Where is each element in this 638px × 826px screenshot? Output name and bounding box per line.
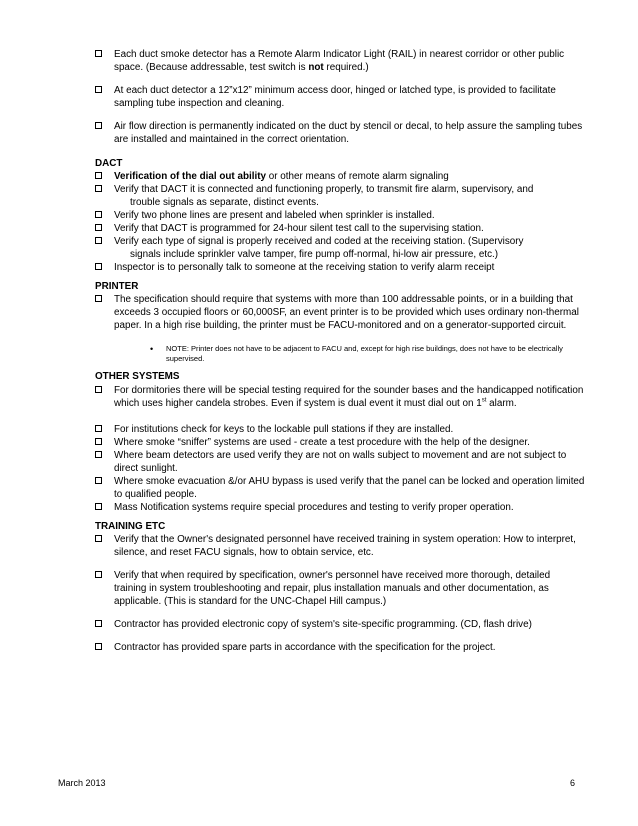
checkbox-icon[interactable] [95,185,102,192]
checklist-item: The specification should require that systems with more than 100 addressable points, or in a building that exceeds 3 occupied floors or 60,000SF, an event printer is to be provided which uses ordinary non-thermal paper. In a high rise building, the printer must be FACU-monitored and on a generator-supported circuit. [95,293,585,332]
checklist-item: Air flow direction is permanently indicated on the duct by stencil or decal, to help assure the sampling tubes are installed and maintained in the correct orientation. [95,120,585,146]
checkbox-icon[interactable] [95,451,102,458]
checklist-item: Verify two phone lines are present and labeled when sprinkler is installed. [95,209,585,222]
footer-date: March 2013 [58,778,106,788]
checkbox-icon[interactable] [95,211,102,218]
checklist-item: Where beam detectors are used verify they are not on walls subject to movement and are not subject to direct sunlight. [95,449,585,475]
checklist-item: Each duct smoke detector has a Remote Alarm Indicator Light (RAIL) in nearest corridor or other public space. (Because addressable, test switch is not required.) [95,48,585,74]
checklist-item: Contractor has provided spare parts in accordance with the specification for the project. [95,641,585,654]
checkbox-icon[interactable] [95,263,102,270]
bullet-note: • NOTE: Printer does not have to be adjacent to FACU and, except for high rise buildings, does not have to be electrically supervised. [150,344,563,363]
checklist-item: Verify that the Owner's designated personnel have received training in system operation: How to interpret, silence, and reset FACU signals, how to obtain service, etc. [95,533,585,559]
checklist-item: Where smoke evacuation &/or AHU bypass is used verify that the panel can be locked and operation limited to qualified people. [95,475,585,501]
checkbox-icon[interactable] [95,386,102,393]
checkbox-icon[interactable] [95,224,102,231]
checklist-item: Contractor has provided electronic copy of system's site-specific programming. (CD, flash drive) [95,618,585,631]
checklist-item: Verify each type of signal is properly received and coded at the receiving station. (Supervisory signals include sprinkler valve tamper, fire pump off-normal, hi-low air pressure, etc.) [95,235,585,261]
checkbox-icon[interactable] [95,571,102,578]
checklist-item: Verify that DACT is programmed for 24-hour silent test call to the supervising station. [95,222,585,235]
checkbox-icon[interactable] [95,643,102,650]
checkbox-icon[interactable] [95,477,102,484]
checklist-item: Verify that DACT it is connected and functioning properly, to transmit fire alarm, supervisory, and trouble signals as separate, distinct events. [95,183,585,209]
checkbox-icon[interactable] [95,237,102,244]
checkbox-icon[interactable] [95,425,102,432]
checkbox-icon[interactable] [95,535,102,542]
checkbox-icon[interactable] [95,503,102,510]
checkbox-icon[interactable] [95,620,102,627]
section-heading-training: TRAINING ETC [95,521,166,532]
checklist-item: Mass Notification systems require special procedures and testing to verify proper operation. [95,501,585,514]
checklist-item: For institutions check for keys to the lockable pull stations if they are installed. [95,423,585,436]
section-heading-dact: DACT [95,158,123,169]
checkbox-icon[interactable] [95,50,102,57]
checkbox-icon[interactable] [95,438,102,445]
checklist-item: Verify that when required by specification, owner's personnel have received more thorough, detailed training in system troubleshooting and repair, plus installation manuals and other documentation, as applicable. (This is standard for the UNC-Chapel Hill campus.) [95,569,585,608]
checklist-item: Inspector is to personally talk to someone at the receiving station to verify alarm receipt [95,261,585,274]
checkbox-icon[interactable] [95,122,102,129]
checkbox-icon[interactable] [95,172,102,179]
bullet-icon: • [150,344,154,354]
checklist-item: Verification of the dial out ability or other means of remote alarm signaling [95,170,585,183]
checklist-item: For dormitories there will be special testing required for the sounder bases and the handicapped notification which uses higher candela strobes. Even if system is dual event it must dial out on 1st alarm. [95,384,585,410]
checklist-item: Where smoke “sniffer” systems are used - create a test procedure with the help of the designer. [95,436,585,449]
footer-page-number: 6 [570,778,576,788]
checkbox-icon[interactable] [95,295,102,302]
checkbox-icon[interactable] [95,86,102,93]
section-heading-other-systems: OTHER SYSTEMS [95,371,180,382]
checklist-item: At each duct detector a 12”x12” minimum access door, hinged or latched type, is provided to facilitate sampling tube inspection and cleaning. [95,84,585,110]
section-heading-printer: PRINTER [95,281,139,292]
